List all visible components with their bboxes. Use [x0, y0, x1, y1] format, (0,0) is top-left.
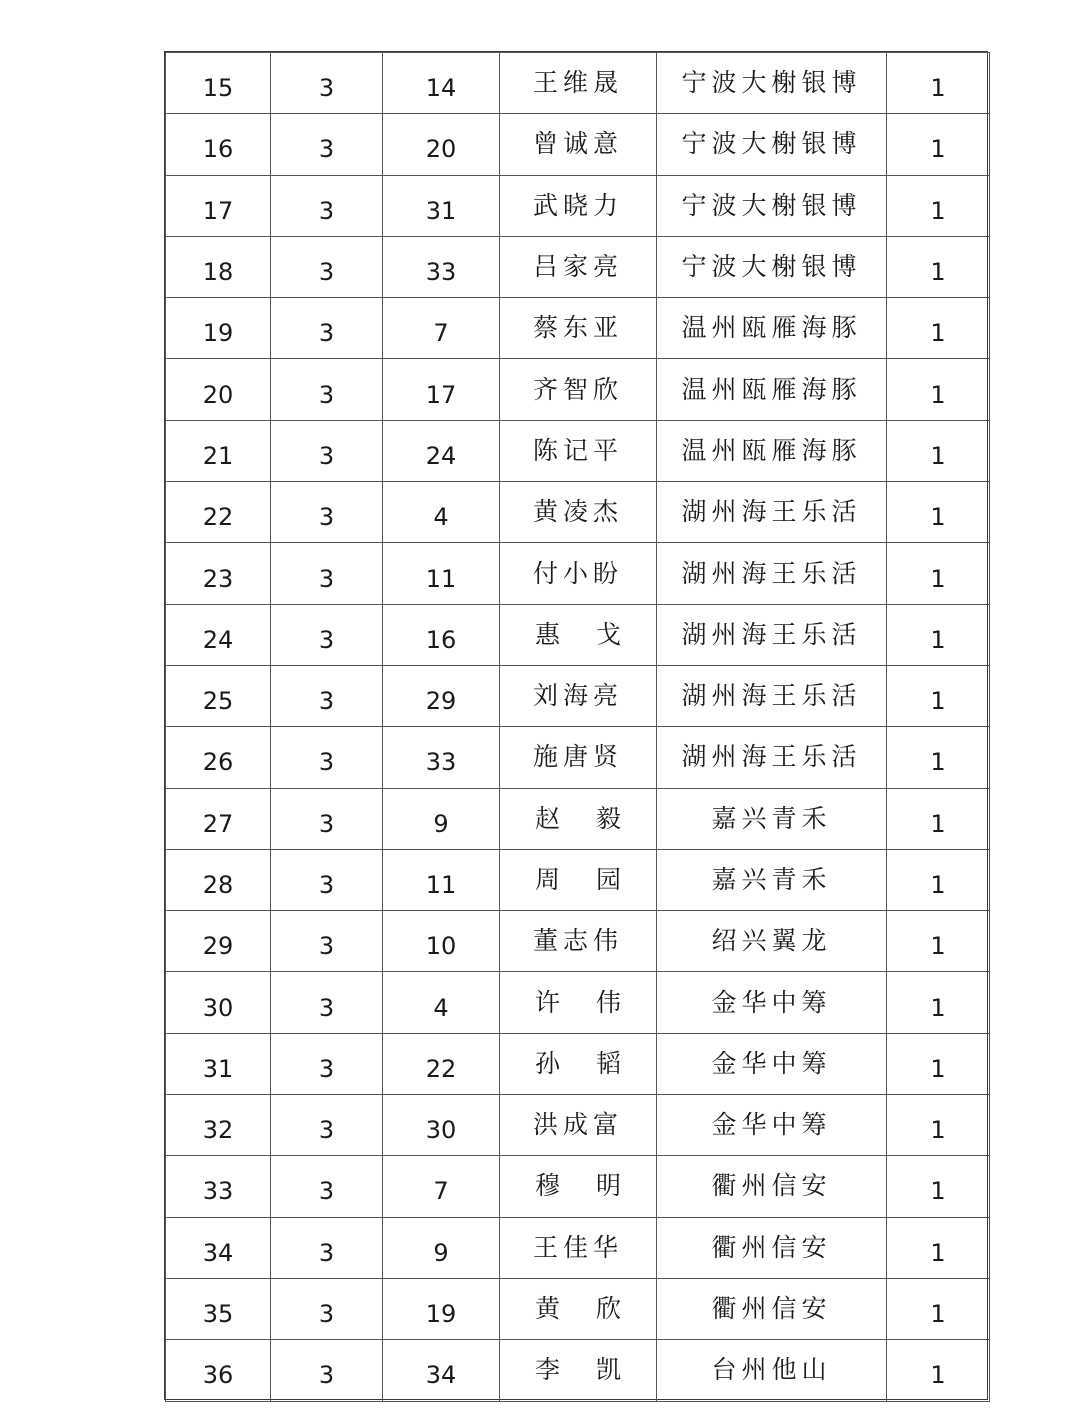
cell-number: 16: [383, 604, 500, 665]
cell-name: 黄凌杰: [500, 482, 657, 543]
table-row: [166, 1033, 990, 1094]
cell-group: 3: [271, 1095, 383, 1156]
cell-name: 孙 韬: [500, 1033, 657, 1094]
table-row: [166, 665, 990, 726]
table-row: [166, 1217, 990, 1278]
cell-name: 武晓力: [500, 175, 657, 236]
cell-serial: 22: [166, 482, 271, 543]
cell-value: 1: [887, 1095, 990, 1156]
cell-number: 24: [383, 420, 500, 481]
cell-name: 惠 戈: [500, 604, 657, 665]
roster-table-sheet: [164, 51, 988, 1400]
table-row: [166, 788, 990, 849]
cell-group: 3: [271, 1340, 383, 1401]
cell-group: 3: [271, 911, 383, 972]
cell-name: 王佳华: [500, 1217, 657, 1278]
table-row: [166, 604, 990, 665]
table-body: [166, 53, 990, 1402]
cell-name: 蔡东亚: [500, 298, 657, 359]
cell-serial: 27: [166, 788, 271, 849]
cell-name: 陈记平: [500, 420, 657, 481]
cell-value: 1: [887, 1340, 990, 1401]
cell-number: 19: [383, 1278, 500, 1339]
cell-serial: 29: [166, 911, 271, 972]
cell-value: 1: [887, 665, 990, 726]
cell-group: 3: [271, 420, 383, 481]
cell-serial: 18: [166, 236, 271, 297]
table-row: [166, 543, 990, 604]
cell-value: 1: [887, 420, 990, 481]
cell-number: 31: [383, 175, 500, 236]
cell-serial: 26: [166, 727, 271, 788]
cell-number: 34: [383, 1340, 500, 1401]
cell-value: 1: [887, 543, 990, 604]
table-row: [166, 359, 990, 420]
cell-serial: 30: [166, 972, 271, 1033]
table-row: [166, 1095, 990, 1156]
cell-group: 3: [271, 1033, 383, 1094]
cell-team: 嘉兴青禾: [657, 849, 887, 910]
cell-serial: 20: [166, 359, 271, 420]
table-row: [166, 1278, 990, 1339]
cell-number: 7: [383, 298, 500, 359]
cell-serial: 23: [166, 543, 271, 604]
cell-serial: 31: [166, 1033, 271, 1094]
cell-group: 3: [271, 359, 383, 420]
cell-team: 宁波大榭银博: [657, 114, 887, 175]
cell-group: 3: [271, 1217, 383, 1278]
cell-name: 齐智欣: [500, 359, 657, 420]
table-row: [166, 53, 990, 114]
table-row: [166, 1340, 990, 1401]
cell-team: 衢州信安: [657, 1278, 887, 1339]
cell-number: 17: [383, 359, 500, 420]
cell-value: 1: [887, 1033, 990, 1094]
table-row: [166, 482, 990, 543]
cell-value: 1: [887, 911, 990, 972]
cell-number: 29: [383, 665, 500, 726]
table-row: [166, 114, 990, 175]
table-row: [166, 1156, 990, 1217]
cell-serial: 19: [166, 298, 271, 359]
cell-value: 1: [887, 298, 990, 359]
cell-group: 3: [271, 1156, 383, 1217]
cell-value: 1: [887, 1217, 990, 1278]
cell-name: 董志伟: [500, 911, 657, 972]
cell-value: 1: [887, 849, 990, 910]
cell-team: 湖州海王乐活: [657, 604, 887, 665]
cell-serial: 21: [166, 420, 271, 481]
cell-value: 1: [887, 604, 990, 665]
cell-value: 1: [887, 53, 990, 114]
cell-team: 金华中筹: [657, 1033, 887, 1094]
cell-serial: 16: [166, 114, 271, 175]
cell-serial: 24: [166, 604, 271, 665]
cell-number: 9: [383, 788, 500, 849]
cell-number: 4: [383, 972, 500, 1033]
cell-name: 周 园: [500, 849, 657, 910]
cell-number: 11: [383, 849, 500, 910]
cell-group: 3: [271, 114, 383, 175]
cell-group: 3: [271, 665, 383, 726]
cell-team: 宁波大榭银博: [657, 236, 887, 297]
cell-team: 湖州海王乐活: [657, 482, 887, 543]
cell-name: 赵 毅: [500, 788, 657, 849]
table-row: [166, 727, 990, 788]
cell-value: 1: [887, 482, 990, 543]
cell-number: 30: [383, 1095, 500, 1156]
cell-number: 10: [383, 911, 500, 972]
cell-name: 洪成富: [500, 1095, 657, 1156]
cell-name: 李 凯: [500, 1340, 657, 1401]
cell-serial: 25: [166, 665, 271, 726]
cell-team: 绍兴翼龙: [657, 911, 887, 972]
cell-group: 3: [271, 175, 383, 236]
cell-serial: 35: [166, 1278, 271, 1339]
table-row: [166, 911, 990, 972]
cell-team: 湖州海王乐活: [657, 665, 887, 726]
cell-value: 1: [887, 1278, 990, 1339]
cell-team: 宁波大榭银博: [657, 53, 887, 114]
cell-name: 穆 明: [500, 1156, 657, 1217]
cell-group: 3: [271, 543, 383, 604]
table-row: [166, 972, 990, 1033]
table-row: [166, 849, 990, 910]
cell-number: 4: [383, 482, 500, 543]
cell-team: 宁波大榭银博: [657, 175, 887, 236]
cell-value: 1: [887, 1156, 990, 1217]
cell-name: 曾诚意: [500, 114, 657, 175]
cell-name: 付小盼: [500, 543, 657, 604]
cell-group: 3: [271, 604, 383, 665]
cell-team: 金华中筹: [657, 1095, 887, 1156]
table-row: [166, 298, 990, 359]
table-row: [166, 236, 990, 297]
cell-number: 33: [383, 727, 500, 788]
cell-serial: 34: [166, 1217, 271, 1278]
cell-number: 14: [383, 53, 500, 114]
cell-value: 1: [887, 972, 990, 1033]
cell-group: 3: [271, 972, 383, 1033]
cell-group: 3: [271, 849, 383, 910]
cell-name: 黄 欣: [500, 1278, 657, 1339]
cell-value: 1: [887, 359, 990, 420]
table-row: [166, 175, 990, 236]
cell-group: 3: [271, 727, 383, 788]
cell-team: 湖州海王乐活: [657, 727, 887, 788]
cell-group: 3: [271, 236, 383, 297]
cell-number: 33: [383, 236, 500, 297]
cell-number: 11: [383, 543, 500, 604]
cell-value: 1: [887, 236, 990, 297]
cell-group: 3: [271, 482, 383, 543]
cell-team: 温州瓯雁海豚: [657, 420, 887, 481]
cell-group: 3: [271, 298, 383, 359]
cell-team: 衢州信安: [657, 1156, 887, 1217]
cell-number: 22: [383, 1033, 500, 1094]
roster-table: [165, 52, 990, 1402]
cell-serial: 17: [166, 175, 271, 236]
cell-team: 湖州海王乐活: [657, 543, 887, 604]
cell-group: 3: [271, 53, 383, 114]
cell-group: 3: [271, 788, 383, 849]
cell-value: 1: [887, 727, 990, 788]
cell-serial: 32: [166, 1095, 271, 1156]
cell-number: 7: [383, 1156, 500, 1217]
cell-team: 嘉兴青禾: [657, 788, 887, 849]
cell-name: 刘海亮: [500, 665, 657, 726]
cell-team: 温州瓯雁海豚: [657, 359, 887, 420]
cell-team: 衢州信安: [657, 1217, 887, 1278]
cell-serial: 28: [166, 849, 271, 910]
cell-serial: 33: [166, 1156, 271, 1217]
cell-name: 吕家亮: [500, 236, 657, 297]
cell-value: 1: [887, 175, 990, 236]
cell-serial: 36: [166, 1340, 271, 1401]
cell-name: 施唐贤: [500, 727, 657, 788]
cell-team: 台州他山: [657, 1340, 887, 1401]
cell-name: 王维晟: [500, 53, 657, 114]
cell-number: 20: [383, 114, 500, 175]
cell-value: 1: [887, 788, 990, 849]
cell-number: 9: [383, 1217, 500, 1278]
cell-team: 金华中筹: [657, 972, 887, 1033]
cell-team: 温州瓯雁海豚: [657, 298, 887, 359]
cell-name: 许 伟: [500, 972, 657, 1033]
cell-value: 1: [887, 114, 990, 175]
cell-group: 3: [271, 1278, 383, 1339]
cell-serial: 15: [166, 53, 271, 114]
table-row: [166, 420, 990, 481]
